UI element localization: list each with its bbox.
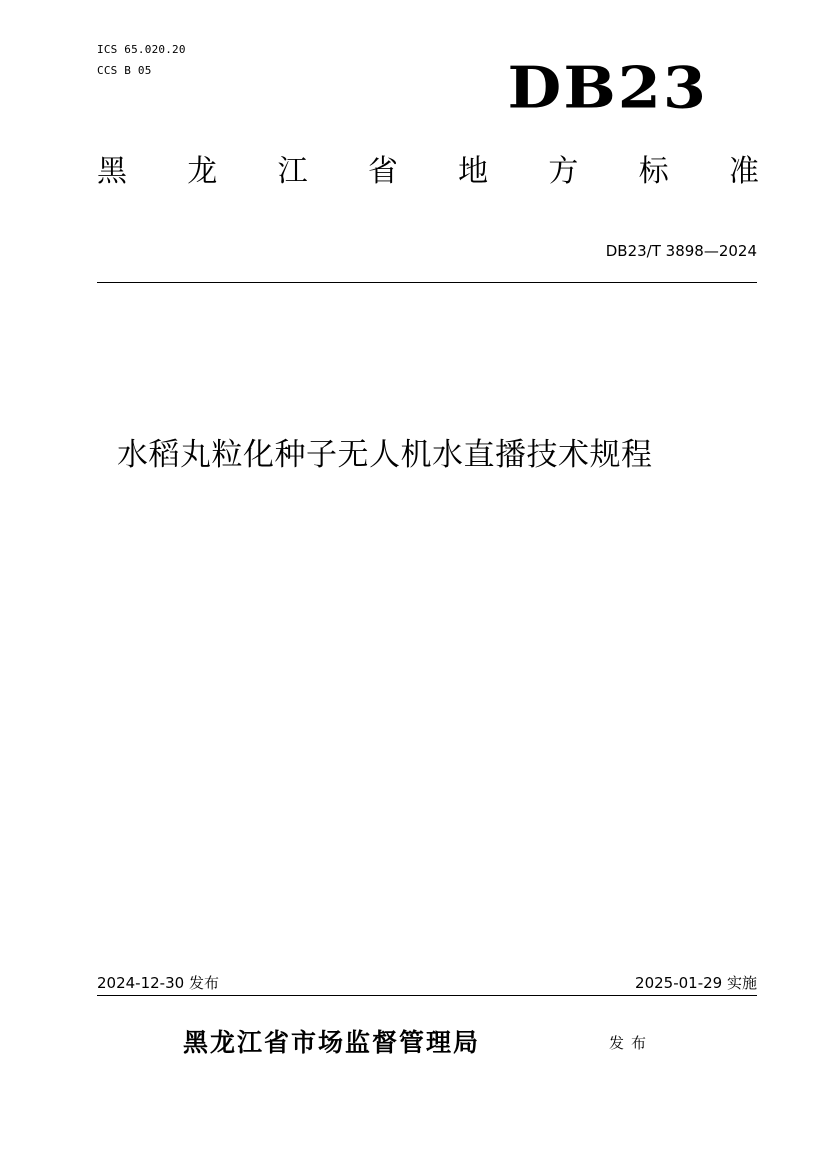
bottom-divider	[97, 995, 757, 996]
ccs-code: CCS B 05	[97, 64, 152, 77]
standard-type-char: 标	[638, 154, 669, 189]
top-divider	[97, 282, 757, 283]
ics-code: ICS 65.020.20	[97, 43, 186, 56]
standard-type-char: 准	[728, 154, 759, 189]
standard-type-char: 省	[367, 154, 398, 189]
standard-type-char: 黑	[97, 154, 127, 189]
document-title: 水稻丸粒化种子无人机水直播技术规程	[117, 437, 653, 473]
issuing-authority: 黑龙江省市场监督管理局	[183, 1028, 481, 1057]
issue-label: 发布	[609, 1034, 654, 1052]
standard-type-char: 方	[548, 154, 579, 189]
standard-type-char: 地	[458, 154, 489, 189]
standard-type-char: 龙	[187, 154, 218, 189]
standard-type-char: 江	[277, 154, 308, 189]
issue-date: 2024-12-30 发布	[97, 974, 219, 992]
standard-type-heading	[97, 150, 759, 194]
implementation-date: 2025-01-29 实施	[635, 974, 757, 992]
db23-logo: DB23	[507, 54, 708, 122]
standard-number: DB23/T 3898—2024	[605, 242, 757, 260]
